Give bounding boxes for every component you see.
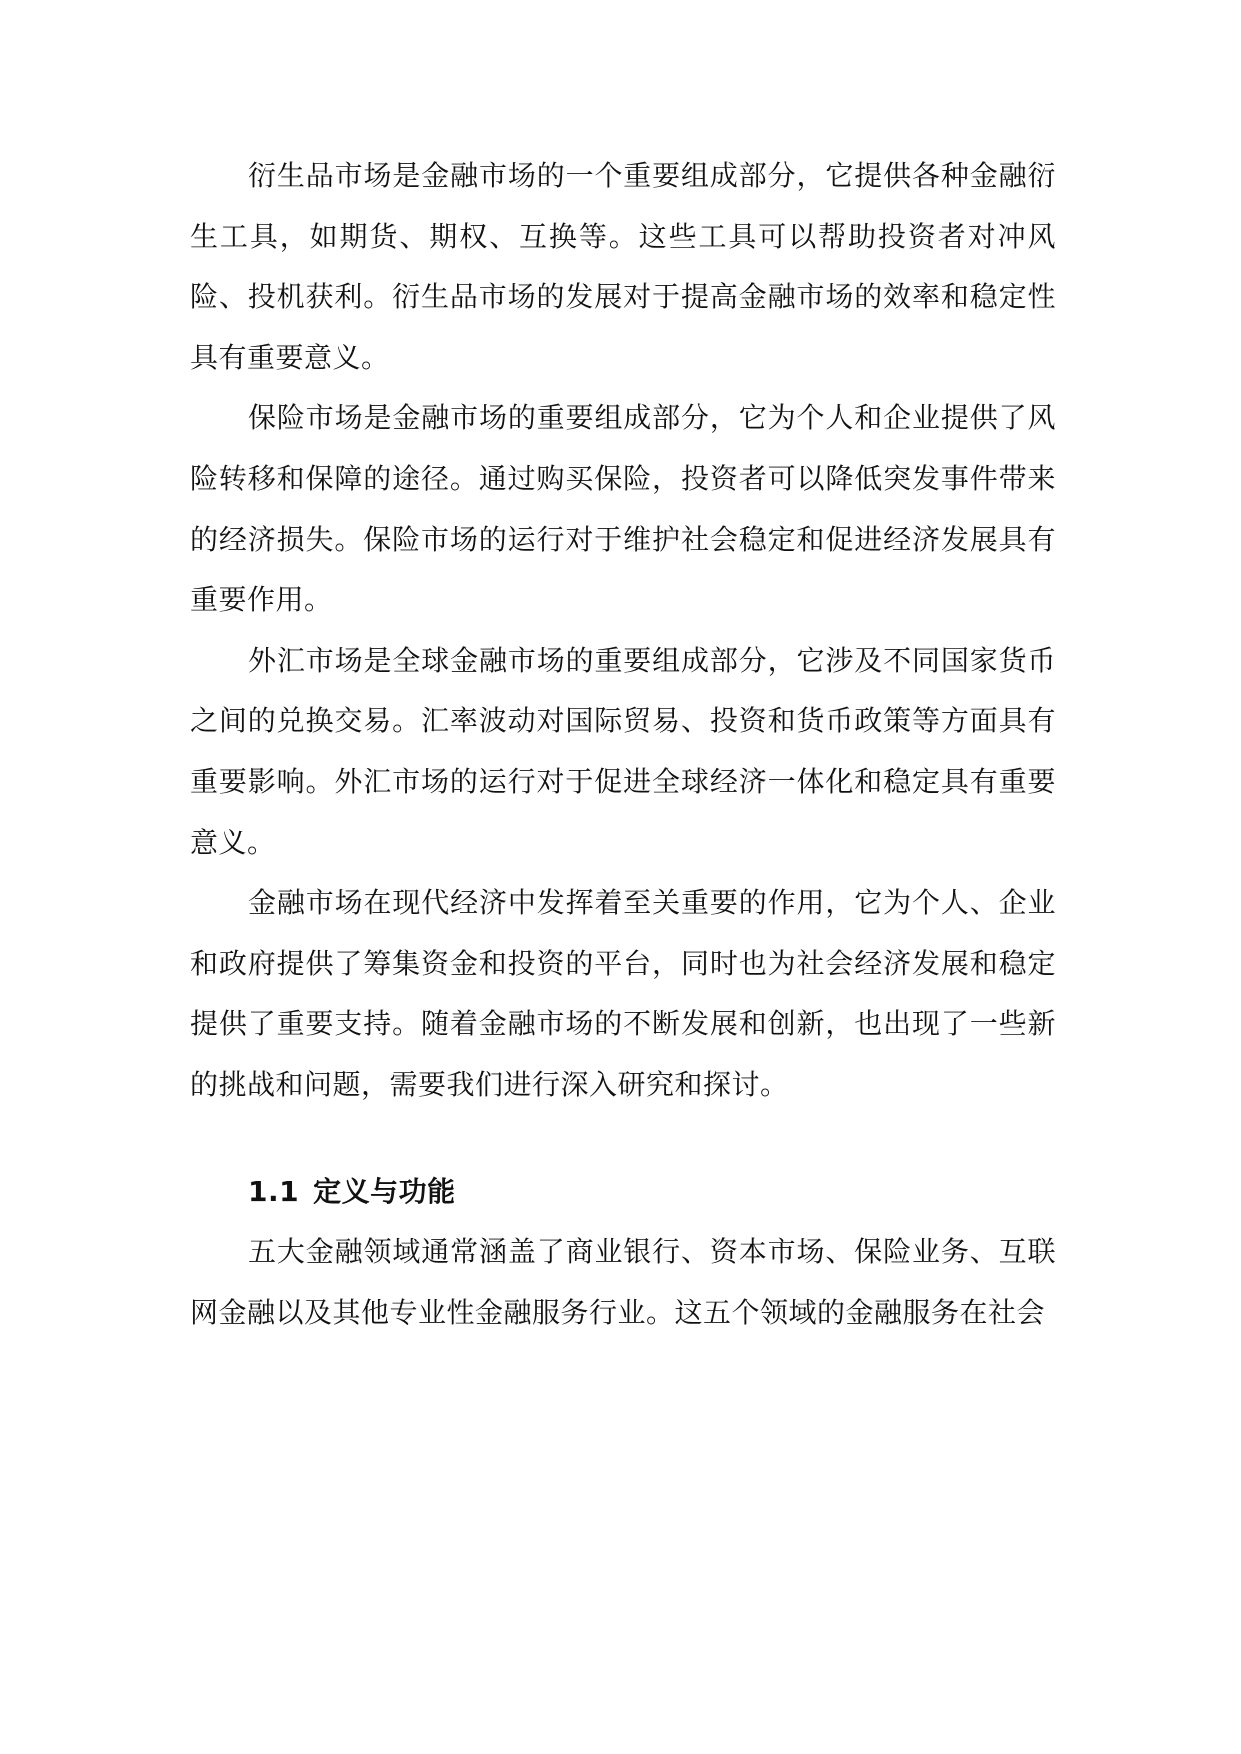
section-heading	[248, 1162, 1056, 1223]
paragraph-derivatives-market: 衍生品市场是金融市场的一个重要组成部分，它提供各种金融衍生工具，如期货、期权、互换等。这些工具可以帮助投资者对冲风险、投机获利。衍生品市场的发展对于提高金融市场的效率和稳定性具有重要意义。	[190, 159, 1056, 374]
document-body	[190, 146, 1056, 1343]
paragraph-five-financial-fields: 五大金融领域通常涵盖了商业银行、资本市场、保险业务、互联网金融以及其他专业性金融服务行业。这五个领域的金融服务在社会	[190, 1235, 1056, 1329]
paragraph-financial-market-role: 金融市场在现代经济中发挥着至关重要的作用，它为个人、企业和政府提供了筹集资金和投资的平台，同时也为社会经济发展和稳定提供了重要支持。随着金融市场的不断发展和创新，也出现了一些新的挑战和问题，需要我们进行深入研究和探讨。	[190, 886, 1056, 1101]
paragraph-forex-market: 外汇市场是全球金融市场的重要组成部分，它涉及不同国家货币之间的兑换交易。汇率波动对国际贸易、投资和货币政策等方面具有重要影响。外汇市场的运行对于促进全球经济一体化和稳定具有重要意义。	[190, 643, 1056, 859]
section-title: 定义与功能	[313, 1174, 456, 1208]
section-number: 1.1	[248, 1174, 300, 1208]
paragraph-insurance-market: 保险市场是金融市场的重要组成部分，它为个人和企业提供了风险转移和保障的途径。通过购买保险，投资者可以降低突发事件带来的经济损失。保险市场的运行对于维护社会稳定和促进经济发展具有重要作用。	[190, 401, 1056, 617]
